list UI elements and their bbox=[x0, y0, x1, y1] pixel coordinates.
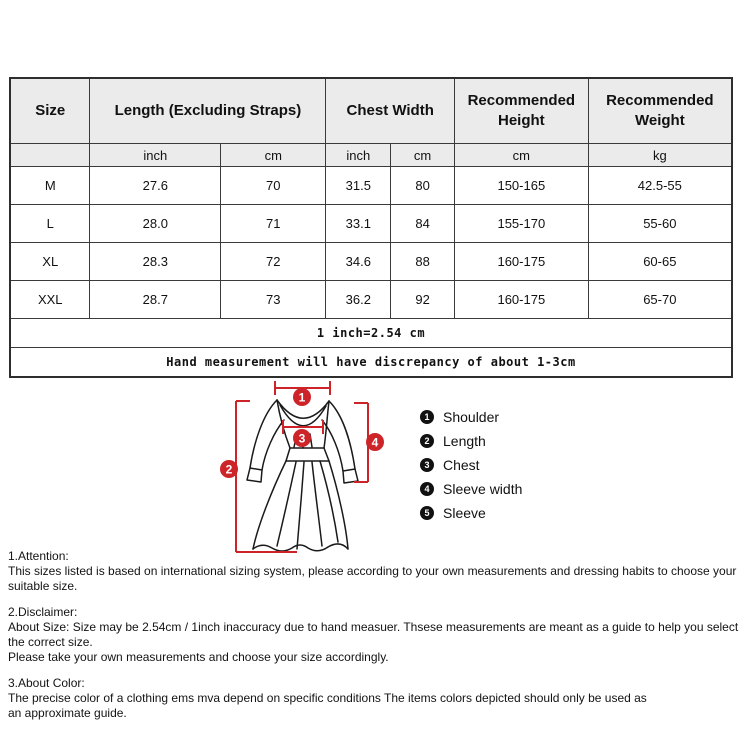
col-header-chest: Chest Width bbox=[326, 78, 455, 144]
legend-item-shoulder bbox=[420, 410, 522, 424]
table-cell: 150-165 bbox=[455, 167, 589, 205]
table-cell: 88 bbox=[391, 243, 455, 281]
size-label: M bbox=[10, 167, 90, 205]
table-cell: 160-175 bbox=[455, 281, 589, 319]
table-cell: 36.2 bbox=[326, 281, 391, 319]
legend-label: Sleeve width bbox=[443, 481, 523, 497]
legend-label: Length bbox=[443, 433, 486, 449]
legend-number-icon: 3 bbox=[420, 458, 434, 472]
legend-label: Shoulder bbox=[443, 409, 500, 425]
unit-cell: inch bbox=[326, 144, 391, 167]
table-row-m bbox=[10, 167, 732, 205]
legend-number-icon: 5 bbox=[420, 506, 434, 520]
unit-cell: cm bbox=[221, 144, 326, 167]
table-cell: 28.7 bbox=[90, 281, 221, 319]
table-cell: 80 bbox=[391, 167, 455, 205]
legend-item-sleeve-width bbox=[420, 482, 522, 496]
marker-3: 3 bbox=[298, 431, 306, 446]
unit-cell: kg bbox=[588, 144, 732, 167]
legend-item-chest bbox=[420, 458, 522, 472]
table-cell: 65-70 bbox=[588, 281, 732, 319]
marker-2: 2 bbox=[225, 462, 233, 477]
note-disclaimer bbox=[8, 605, 746, 665]
note-line: This sizes listed is based on international sizing system, please according to your own measurements and dressing habits to choose your suitable size. bbox=[8, 564, 737, 593]
notes bbox=[8, 549, 746, 732]
table-cell: 60-65 bbox=[588, 243, 732, 281]
note-heading: 1.Attention: bbox=[8, 549, 69, 563]
table-row-xl bbox=[10, 243, 732, 281]
footnote-row-inch bbox=[10, 319, 732, 348]
table-cell: 70 bbox=[221, 167, 326, 205]
table-header-row bbox=[10, 78, 732, 144]
unit-cell: cm bbox=[455, 144, 589, 167]
table-cell: 27.6 bbox=[90, 167, 221, 205]
unit-row bbox=[10, 144, 732, 167]
legend-number-icon: 4 bbox=[420, 482, 434, 496]
measurement-legend bbox=[420, 410, 522, 520]
table-cell: 72 bbox=[221, 243, 326, 281]
col-header-rec-height: Recommended Height bbox=[455, 78, 589, 144]
footnote-inch-conversion: 1 inch=2.54 cm bbox=[10, 319, 732, 348]
note-heading: 3.About Color: bbox=[8, 676, 85, 690]
col-header-length: Length (Excluding Straps) bbox=[90, 78, 326, 144]
size-chart bbox=[9, 77, 733, 378]
unit-cell-empty bbox=[10, 144, 90, 167]
length-measure-line bbox=[236, 401, 297, 552]
measurement-lines bbox=[236, 381, 368, 552]
table-row-l bbox=[10, 205, 732, 243]
note-line: an approximate guide. bbox=[8, 706, 127, 720]
legend-label: Sleeve bbox=[443, 505, 486, 521]
dress-measurement-diagram bbox=[150, 370, 420, 560]
table-row-xxl bbox=[10, 281, 732, 319]
table-cell: 55-60 bbox=[588, 205, 732, 243]
unit-cell: inch bbox=[90, 144, 221, 167]
table-cell: 160-175 bbox=[455, 243, 589, 281]
col-header-rec-weight: Recommended Weight bbox=[588, 78, 732, 144]
unit-cell: cm bbox=[391, 144, 455, 167]
note-attention bbox=[8, 549, 746, 594]
table-cell: 155-170 bbox=[455, 205, 589, 243]
note-heading: 2.Disclaimer: bbox=[8, 605, 78, 619]
dress-outline bbox=[247, 400, 358, 551]
sleeve-width-measure-line bbox=[354, 403, 368, 482]
legend-number-icon: 1 bbox=[420, 410, 434, 424]
table-cell: 33.1 bbox=[326, 205, 391, 243]
note-about-color bbox=[8, 676, 746, 721]
table-cell: 84 bbox=[391, 205, 455, 243]
marker-4: 4 bbox=[371, 435, 379, 450]
table-cell: 28.0 bbox=[90, 205, 221, 243]
table-cell: 28.3 bbox=[90, 243, 221, 281]
legend-item-length bbox=[420, 434, 522, 448]
table-cell: 42.5-55 bbox=[588, 167, 732, 205]
size-label: L bbox=[10, 205, 90, 243]
legend-label: Chest bbox=[443, 457, 480, 473]
note-line: Please take your own measurements and choose your size accordingly. bbox=[8, 650, 389, 664]
footnote-discrepancy: Hand measurement will have discrepancy of about 1-3cm bbox=[10, 348, 732, 378]
size-label: XL bbox=[10, 243, 90, 281]
size-label: XXL bbox=[10, 281, 90, 319]
legend-item-sleeve bbox=[420, 506, 522, 520]
note-line: About Size: Size may be 2.54cm / 1inch inaccuracy due to hand measuer. Thsese measurements are meant as a guide to help you select the correct size. bbox=[8, 620, 739, 649]
legend-number-icon: 2 bbox=[420, 434, 434, 448]
table-cell: 34.6 bbox=[326, 243, 391, 281]
note-line: The precise color of a clothing ems mva depend on specific conditions The items colors depicted should only be used as bbox=[8, 691, 647, 705]
size-table bbox=[9, 77, 733, 378]
table-cell: 31.5 bbox=[326, 167, 391, 205]
table-cell: 73 bbox=[221, 281, 326, 319]
col-header-size: Size bbox=[10, 78, 90, 144]
table-cell: 71 bbox=[221, 205, 326, 243]
table-cell: 92 bbox=[391, 281, 455, 319]
marker-1: 1 bbox=[298, 390, 306, 405]
